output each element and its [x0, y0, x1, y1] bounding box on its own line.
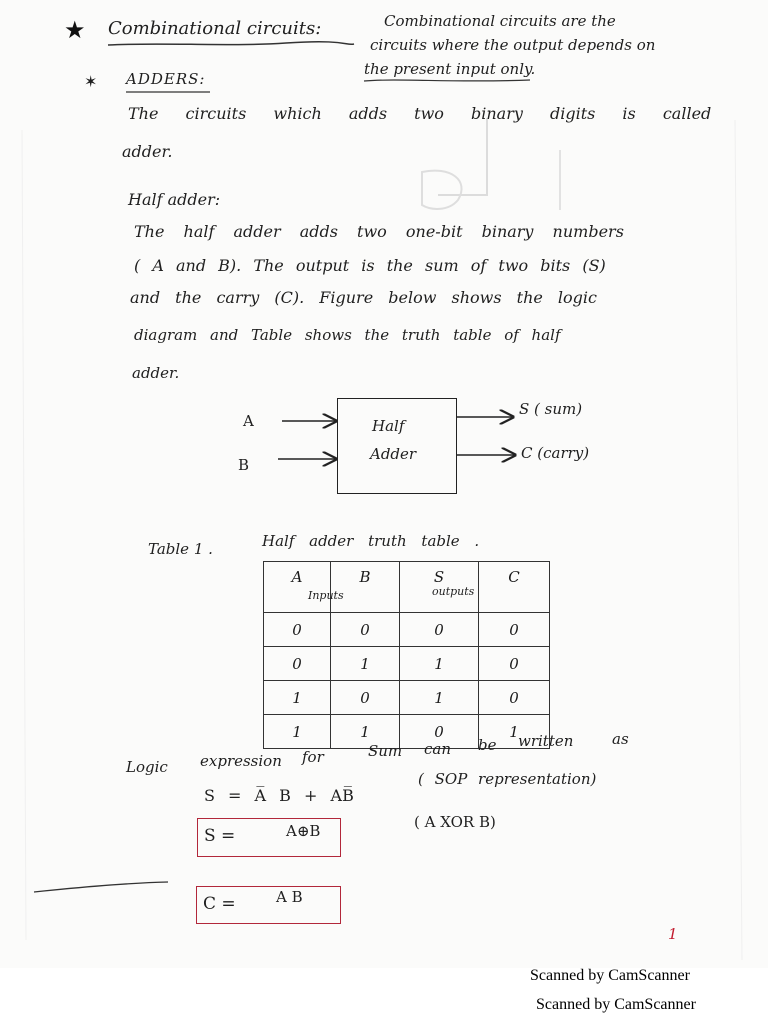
cell-b: 1: [331, 715, 400, 749]
logic-intro-w5: can: [424, 740, 452, 758]
outputs-label: outputs: [432, 585, 475, 598]
cell-a: 1: [264, 681, 331, 715]
logic-intro-w4: Sum: [368, 742, 403, 760]
output-c-label: C (carry): [521, 444, 590, 462]
input-b-label: B: [238, 456, 250, 474]
table-caption-prefix: Table 1 .: [148, 540, 213, 558]
definition-line-3: the present input only.: [364, 60, 536, 78]
header-b: B: [331, 562, 400, 613]
logic-intro-w2: expression: [200, 752, 282, 770]
adders-text-line-2: adder.: [122, 142, 173, 161]
half-adder-text-line-5: adder.: [132, 364, 180, 382]
cell-c: 0: [479, 647, 550, 681]
carry-rhs: A B: [276, 888, 303, 906]
cell-c: 0: [479, 613, 550, 647]
adders-underline: [124, 88, 214, 96]
table-row: [264, 613, 550, 647]
half-adder-text-line-2: ( A and B). The output is the sum of two bits (S): [134, 256, 606, 275]
adders-text-line-1: The circuits which adds two binary digits is called: [128, 104, 712, 123]
table-caption: Half adder truth table .: [262, 532, 480, 550]
bullet-star-icon: ★: [64, 16, 86, 44]
block-diagram-arrows: [0, 390, 768, 510]
carry-lhs: C =: [203, 894, 236, 914]
header-a: A: [264, 562, 331, 613]
table-row: [264, 681, 550, 715]
table-header-row: [264, 562, 550, 613]
definition-line-2: circuits where the output depends on: [370, 36, 656, 54]
cell-c: 1: [479, 715, 550, 749]
output-s-label: S ( sum): [519, 400, 583, 418]
half-adder-text-line-4: diagram and Table shows the truth table of half: [134, 326, 561, 344]
header-c: C: [479, 562, 550, 613]
xor-note: ( A XOR B): [414, 813, 496, 831]
cell-a: 0: [264, 647, 331, 681]
block-label-line-2: Adder: [370, 445, 417, 463]
margin-stroke: [32, 878, 172, 898]
cell-b: 1: [331, 647, 400, 681]
input-a-label: A: [243, 412, 254, 430]
logic-intro-w3: for: [302, 748, 324, 766]
logic-intro-w1: Logic: [126, 758, 168, 776]
adders-bullet-icon: ✶: [84, 72, 98, 91]
cell-b: 0: [331, 613, 400, 647]
cell-a: 0: [264, 613, 331, 647]
cell-b: 0: [331, 681, 400, 715]
definition-underline: [362, 77, 532, 85]
cell-s: 1: [400, 647, 479, 681]
scanner-watermark-2: Scanned by CamScanner: [536, 996, 696, 1013]
scanner-watermark-1: Scanned by CamScanner: [530, 967, 690, 984]
adders-heading: ADDERS:: [126, 70, 206, 88]
sum-boxed-lhs: S =: [204, 826, 236, 846]
sum-boxed-rhs: A⊕B: [286, 822, 321, 840]
page-number: 1: [668, 925, 678, 943]
half-adder-heading: Half adder:: [128, 190, 221, 209]
header-s: S: [400, 562, 479, 613]
cell-a: 1: [264, 715, 331, 749]
logic-intro-w8: as: [612, 730, 629, 748]
table-row: [264, 647, 550, 681]
table-row: [264, 715, 550, 749]
cell-c: 0: [479, 681, 550, 715]
inputs-label: Inputs: [308, 589, 344, 602]
sum-sop-expression: S = A̅ B + AB̅: [204, 786, 354, 805]
cell-s: 0: [400, 613, 479, 647]
block-label-line-1: Half: [372, 417, 405, 435]
half-adder-text-line-1: The half adder adds two one-bit binary numbers: [134, 222, 624, 241]
truth-table: [263, 561, 550, 749]
definition-line-1: Combinational circuits are the: [384, 12, 616, 30]
logic-intro-w7: written: [518, 732, 574, 750]
sop-note: ( SOP representation): [418, 770, 597, 788]
title-underline: [106, 40, 356, 50]
section-title: Combinational circuits:: [108, 18, 322, 39]
cell-s: 0: [400, 715, 479, 749]
half-adder-text-line-3: and the carry (C). Figure below shows the logic: [130, 288, 597, 307]
logic-intro-w6: be: [478, 736, 497, 754]
cell-s: 1: [400, 681, 479, 715]
